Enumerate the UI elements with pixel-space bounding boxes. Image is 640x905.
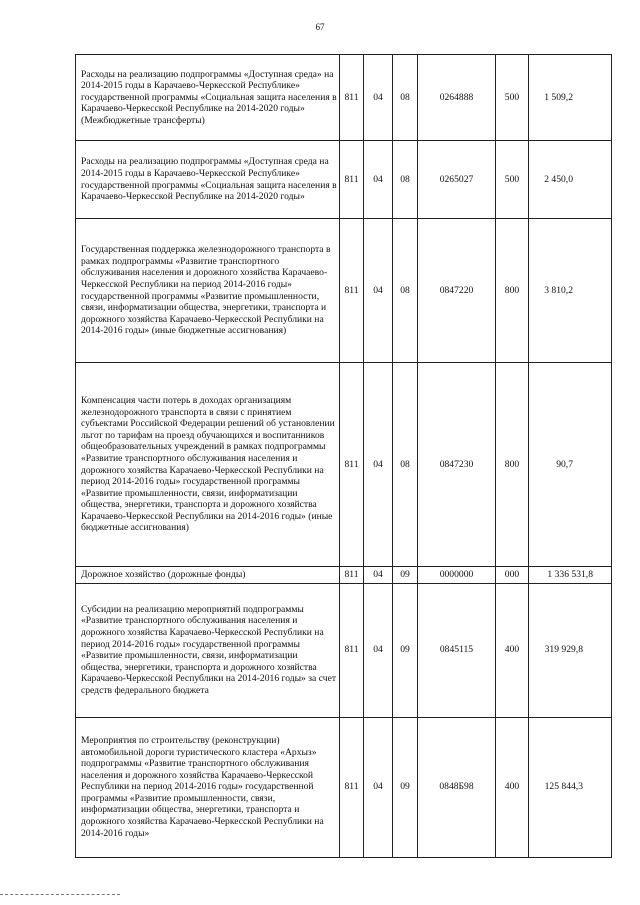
table-row bbox=[76, 567, 612, 584]
row-ministry: 811 bbox=[340, 567, 364, 584]
row-ministry: 811 bbox=[340, 55, 364, 141]
table-row bbox=[76, 55, 612, 141]
row-amount: 3 810,2 bbox=[529, 219, 612, 363]
footnote-divider bbox=[0, 894, 120, 895]
row-name: Компенсация части потерь в доходах организациям железнодорожного транспорта в связи с принятием субъектами Российской Федерации решений об установлении льгот по тарифам на проезд обучающихся и воспитанников общеобразовательных учреждений в рамках подпрограммы «Развитие транспортного обслуживания населения и дорожного хозяйства Карачаево-Черкесской Республики на период 2014-2016 годы» государственной программы «Развитие промышленности, связи, информатизации общества, энергетики, транспорта и дорожного хозяйства Карачаево-Черкесской Республики на 2014-2016 годы» (иные бюджетные ассигнования) bbox=[76, 363, 340, 567]
row-amount: 125 844,3 bbox=[529, 717, 612, 857]
row-name: Мероприятия по строительству (реконструкции) автомобильной дороги туристического кластера «Архыз» подпрограммы «Развитие транспортного обслуживания населения и дорожного хозяйства Карачаево-Черкесской Республики на период 2014-2016 годы» государственной программы «Развитие промышленности, связи, информатизации общества, энергетики, транспорта и дорожного хозяйства Карачаево-Черкесской Республики на 2014-2016 годы» bbox=[76, 717, 340, 857]
row-subsection: 08 bbox=[393, 363, 418, 567]
table-row bbox=[76, 717, 612, 857]
row-target: 0000000 bbox=[418, 567, 496, 584]
row-ministry: 811 bbox=[340, 583, 364, 717]
page-number: 67 bbox=[315, 22, 325, 32]
row-ministry: 811 bbox=[340, 219, 364, 363]
row-target: 0847230 bbox=[418, 363, 496, 567]
table-row bbox=[76, 583, 612, 717]
row-target: 0265027 bbox=[418, 141, 496, 219]
row-subsection: 09 bbox=[393, 567, 418, 584]
row-expense-type: 400 bbox=[496, 583, 529, 717]
row-target: 0264888 bbox=[418, 55, 496, 141]
row-expense-type: 000 bbox=[496, 567, 529, 584]
row-amount: 90,7 bbox=[529, 363, 612, 567]
row-ministry: 811 bbox=[340, 363, 364, 567]
row-subsection: 08 bbox=[393, 55, 418, 141]
row-section: 04 bbox=[364, 363, 393, 567]
row-amount: 319 929,8 bbox=[529, 583, 612, 717]
row-expense-type: 800 bbox=[496, 363, 529, 567]
row-name: Расходы на реализацию подпрограммы «Доступная среда» на 2014-2015 годы в Карачаево-Черкесской Республике» государственной программы «Социальная защита населения в Карачаево-Черкесской Республике на 2014-2020 годы» (Межбюджетные трансферты) bbox=[76, 55, 340, 141]
table-row bbox=[76, 141, 612, 219]
row-amount: 2 450,0 bbox=[529, 141, 612, 219]
table-row bbox=[76, 363, 612, 567]
row-target: 0847220 bbox=[418, 219, 496, 363]
row-ministry: 811 bbox=[340, 717, 364, 857]
row-section: 04 bbox=[364, 141, 393, 219]
row-ministry: 811 bbox=[340, 141, 364, 219]
row-expense-type: 500 bbox=[496, 141, 529, 219]
table-row bbox=[76, 219, 612, 363]
row-name: Дорожное хозяйство (дорожные фонды) bbox=[76, 567, 340, 584]
row-amount: 1 336 531,8 bbox=[529, 567, 612, 584]
row-section: 04 bbox=[364, 567, 393, 584]
budget-table bbox=[75, 54, 612, 858]
row-section: 04 bbox=[364, 55, 393, 141]
row-amount: 1 509,2 bbox=[529, 55, 612, 141]
row-name: Расходы на реализацию подпрограммы «Доступная среда на 2014-2015 годы в Карачаево-Черкесской Республике» государственной программы «Социальная защита населения в Карачаево-Черкесской Республике на 2014-2020 годы» bbox=[76, 141, 340, 219]
row-section: 04 bbox=[364, 219, 393, 363]
row-expense-type: 400 bbox=[496, 717, 529, 857]
row-section: 04 bbox=[364, 717, 393, 857]
row-subsection: 09 bbox=[393, 717, 418, 857]
row-target: 0845115 bbox=[418, 583, 496, 717]
row-section: 04 bbox=[364, 583, 393, 717]
row-target: 0848Б98 bbox=[418, 717, 496, 857]
row-subsection: 09 bbox=[393, 583, 418, 717]
row-subsection: 08 bbox=[393, 141, 418, 219]
row-name: Государственная поддержка железнодорожного транспорта в рамках подпрограммы «Развитие транспортного обслуживания населения и дорожного хозяйства Карачаево-Черкесской Республики на период 2014-2016 годы» государственной программы «Развитие промышленности, связи, информатизации общества, энергетики, транспорта и дорожного хозяйства Карачаево-Черкесской Республики на 2014-2016 годы» (иные бюджетные ассигнования) bbox=[76, 219, 340, 363]
row-expense-type: 500 bbox=[496, 55, 529, 141]
row-expense-type: 800 bbox=[496, 219, 529, 363]
row-name: Субсидии на реализацию мероприятий подпрограммы «Развитие транспортного обслуживания населения и дорожного хозяйства Карачаево-Черкесской Республики на период 2014-2016 годы» государственной программы «Развитие промышленности, связи, информатизации общества, энергетики, транспорта и дорожного хозяйства Карачаево-Черкесской Республики на 2014-2016 годы» за счет средств федерального бюджета bbox=[76, 583, 340, 717]
row-subsection: 08 bbox=[393, 219, 418, 363]
